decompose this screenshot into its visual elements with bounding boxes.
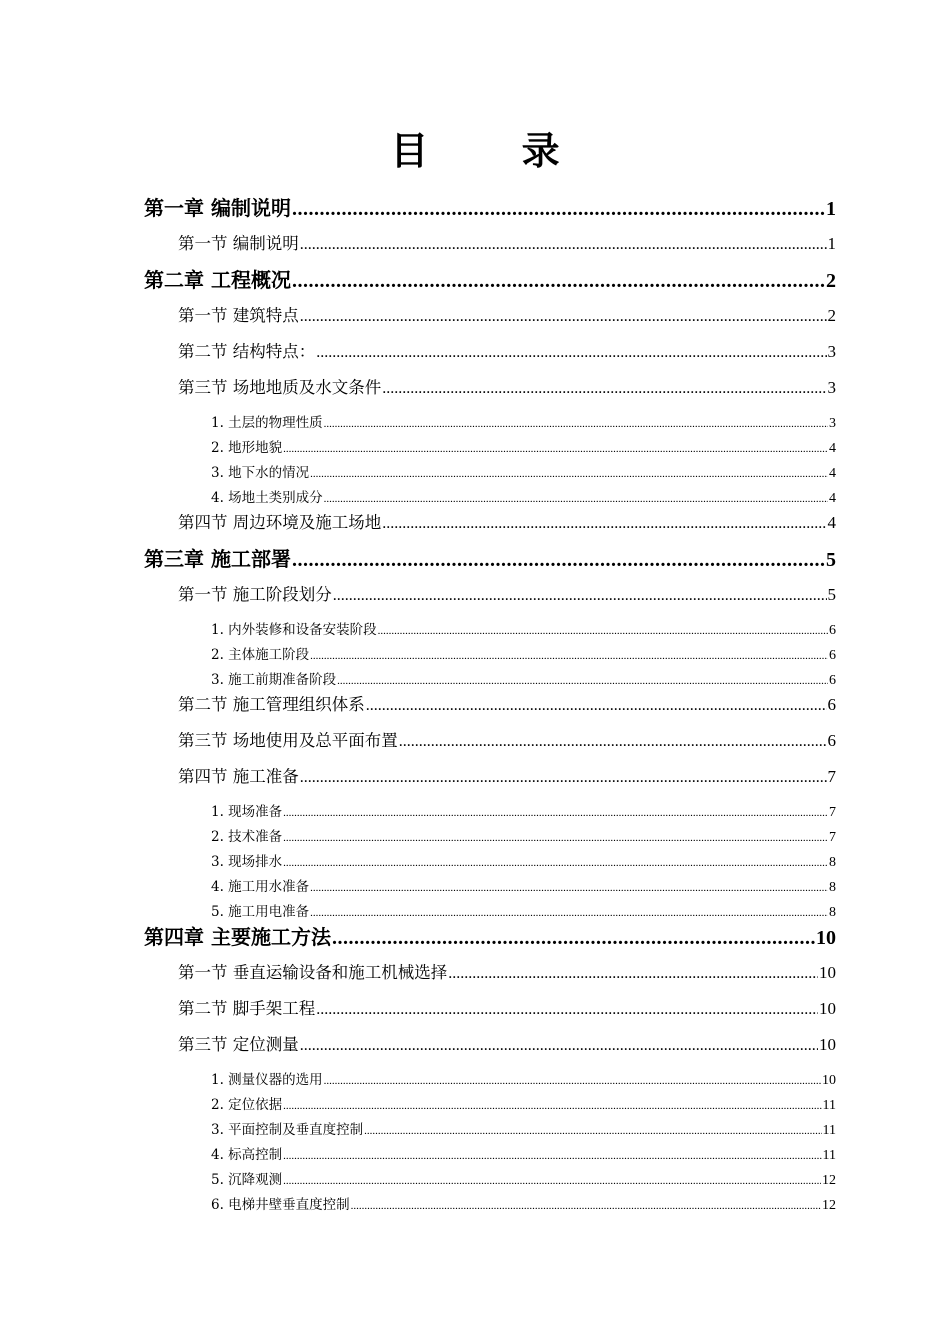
toc-entry[interactable] — [178, 341, 836, 364]
toc-page-number: 1 — [827, 234, 836, 253]
toc-page-number: 5 — [826, 549, 836, 571]
toc-page-number: 10 — [819, 1035, 836, 1054]
toc-page-number: 7 — [827, 767, 836, 786]
toc-leader-dots — [283, 1172, 821, 1190]
toc-page-number: 6 — [829, 623, 836, 638]
toc-entry-label: 3. 平面控制及垂直度控制 — [211, 1122, 364, 1138]
toc-page-number: 10 — [816, 927, 836, 949]
toc-page-number: 3 — [827, 342, 836, 361]
toc-entry-label: 5. 施工用电准备 — [211, 904, 310, 920]
toc-entry[interactable] — [144, 546, 836, 573]
toc-entry-label: 第四节 施工准备 — [178, 767, 299, 786]
toc-leader-dots — [324, 1072, 821, 1090]
toc-title: 目 录 — [390, 129, 600, 173]
toc-leader-dots — [283, 854, 828, 872]
toc-leader-dots — [316, 999, 818, 1021]
toc-leader-dots — [382, 513, 826, 535]
toc-page-number: 7 — [829, 805, 836, 820]
toc-leader-dots — [378, 622, 828, 640]
toc-page-number: 12 — [822, 1173, 836, 1188]
toc-page-number: 11 — [822, 1098, 836, 1113]
toc-entry-label: 第三章 施工部署 — [144, 547, 291, 571]
toc-page-number: 12 — [822, 1198, 836, 1213]
toc-entry-label: 2. 技术准备 — [211, 829, 283, 845]
toc-page-number: 7 — [829, 830, 836, 845]
toc-entry-label: 4. 标高控制 — [211, 1147, 283, 1163]
toc-entry[interactable] — [211, 803, 836, 822]
toc-page-number: 10 — [819, 999, 836, 1018]
toc-page-number: 8 — [829, 855, 836, 870]
toc-page-number: 8 — [829, 880, 836, 895]
toc-entry[interactable] — [178, 766, 836, 789]
toc-leader-dots — [283, 829, 828, 847]
toc-entry-label: 第四章 主要施工方法 — [144, 925, 331, 949]
toc-leader-dots — [310, 904, 828, 922]
toc-leader-dots — [448, 963, 818, 985]
toc-leader-dots — [300, 234, 827, 256]
toc-entry-label: 3. 施工前期准备阶段 — [211, 672, 337, 688]
toc-entry-label: 第一节 编制说明 — [178, 234, 299, 253]
toc-entry[interactable] — [178, 694, 836, 717]
toc-entry[interactable] — [144, 267, 836, 294]
toc-leader-dots — [382, 378, 826, 400]
toc-leader-dots — [364, 1122, 821, 1140]
toc-entry[interactable] — [211, 1121, 836, 1140]
toc-page-number: 6 — [827, 731, 836, 750]
toc-page-number: 10 — [822, 1073, 836, 1088]
toc-leader-dots — [399, 731, 827, 753]
toc-entry[interactable] — [211, 1196, 836, 1215]
toc-page-number: 6 — [827, 695, 836, 714]
toc-leader-dots — [283, 1147, 821, 1165]
toc-leader-dots — [310, 879, 828, 897]
toc-leader-dots — [333, 585, 827, 607]
toc-entry-label: 6. 电梯井壁垂直度控制 — [211, 1197, 350, 1213]
toc-page-number: 1 — [826, 198, 836, 220]
toc-entry[interactable] — [178, 512, 836, 535]
toc-entry-label: 第一节 建筑特点 — [178, 306, 299, 325]
toc-entry-label: 第二章 工程概况 — [144, 268, 291, 292]
toc-leader-dots — [292, 268, 825, 294]
toc-entry-label: 1. 现场准备 — [211, 804, 283, 820]
toc-entry[interactable] — [211, 671, 836, 690]
toc-entry[interactable] — [211, 439, 836, 458]
toc-entry[interactable] — [144, 924, 836, 951]
toc-leader-dots — [332, 925, 815, 951]
toc-entry-label: 5. 沉降观测 — [211, 1172, 283, 1188]
toc-leader-dots — [283, 1097, 821, 1115]
toc-leader-dots — [366, 695, 827, 717]
toc-entry-label: 2. 主体施工阶段 — [211, 647, 310, 663]
toc-entry[interactable] — [178, 962, 836, 985]
toc-page-number: 6 — [829, 673, 836, 688]
toc-entry-label: 2. 定位依据 — [211, 1097, 283, 1113]
toc-leader-dots — [351, 1197, 821, 1215]
toc-entry[interactable] — [211, 646, 836, 665]
toc-entry[interactable] — [178, 377, 836, 400]
toc-entry-label: 4. 施工用水准备 — [211, 879, 310, 895]
toc-page-number: 4 — [829, 491, 836, 506]
toc-entry[interactable] — [211, 621, 836, 640]
toc-entry[interactable] — [144, 195, 836, 222]
toc-entry[interactable] — [211, 878, 836, 897]
toc-leader-dots — [292, 196, 825, 222]
toc-page-number: 5 — [827, 585, 836, 604]
toc-entry[interactable] — [211, 828, 836, 847]
toc-entry-label: 第一节 垂直运输设备和施工机械选择 — [178, 963, 448, 982]
toc-page-number: 2 — [826, 270, 836, 292]
toc-entry-label: 第一节 施工阶段划分 — [178, 585, 332, 604]
toc-entry[interactable] — [178, 584, 836, 607]
toc-leader-dots — [310, 465, 828, 483]
toc-entry-label: 第二节 脚手架工程 — [178, 999, 316, 1018]
toc-entry-label: 第三节 场地地质及水文条件 — [178, 378, 382, 397]
toc-leader-dots — [337, 672, 828, 690]
toc-entry[interactable] — [211, 1071, 836, 1090]
toc-entry-label: 3. 现场排水 — [211, 854, 283, 870]
toc-leader-dots — [283, 440, 828, 458]
toc-leader-dots — [292, 547, 825, 573]
toc-entry[interactable] — [211, 1146, 836, 1165]
toc-entry-label: 3. 地下水的情况 — [211, 465, 310, 481]
toc-page-number: 11 — [822, 1123, 836, 1138]
toc-page-number: 3 — [829, 416, 836, 431]
toc-leader-dots — [300, 767, 827, 789]
toc-entry-label: 2. 地形地貌 — [211, 440, 283, 456]
toc-entry-label: 第二节 结构特点： — [178, 342, 316, 361]
toc-page-number: 10 — [819, 963, 836, 982]
toc-entry[interactable] — [211, 464, 836, 483]
toc-leader-dots — [300, 1035, 818, 1057]
toc-entry[interactable] — [211, 1096, 836, 1115]
toc-page-number: 8 — [829, 905, 836, 920]
toc-entry[interactable] — [211, 1171, 836, 1190]
toc-entry-label: 第一章 编制说明 — [144, 196, 291, 220]
toc-entry-label: 第四节 周边环境及施工场地 — [178, 513, 382, 532]
toc-entry-label: 4. 场地土类别成分 — [211, 490, 323, 506]
toc-entry[interactable] — [178, 233, 836, 256]
toc-page-number: 2 — [827, 306, 836, 325]
toc-entry[interactable] — [178, 305, 836, 328]
toc-entry-label: 第三节 定位测量 — [178, 1035, 299, 1054]
toc-entry[interactable] — [211, 489, 836, 508]
toc-entry-label: 1. 内外装修和设备安装阶段 — [211, 622, 377, 638]
toc-leader-dots — [300, 306, 827, 328]
toc-entry[interactable] — [178, 998, 836, 1021]
toc-entry[interactable] — [211, 414, 836, 433]
toc-page-number: 3 — [827, 378, 836, 397]
toc-entry[interactable] — [211, 903, 836, 922]
toc-page-number: 11 — [822, 1148, 836, 1163]
toc-page-number: 6 — [829, 648, 836, 663]
toc-page-number: 4 — [829, 441, 836, 456]
toc-entry-label: 1. 土层的物理性质 — [211, 415, 323, 431]
toc-entry-label: 第三节 场地使用及总平面布置 — [178, 731, 398, 750]
toc-leader-dots — [283, 804, 828, 822]
toc-entry[interactable] — [178, 730, 836, 753]
toc-entry-label: 1. 测量仪器的选用 — [211, 1072, 323, 1088]
toc-leader-dots — [310, 647, 828, 665]
toc-entry[interactable] — [178, 1034, 836, 1057]
toc-page-number: 4 — [827, 513, 836, 532]
toc-leader-dots — [324, 490, 828, 508]
toc-entry[interactable] — [211, 853, 836, 872]
toc-entry-label: 第二节 施工管理组织体系 — [178, 695, 365, 714]
toc-leader-dots — [316, 342, 826, 364]
toc-page-number: 4 — [829, 466, 836, 481]
toc-leader-dots — [324, 415, 828, 433]
